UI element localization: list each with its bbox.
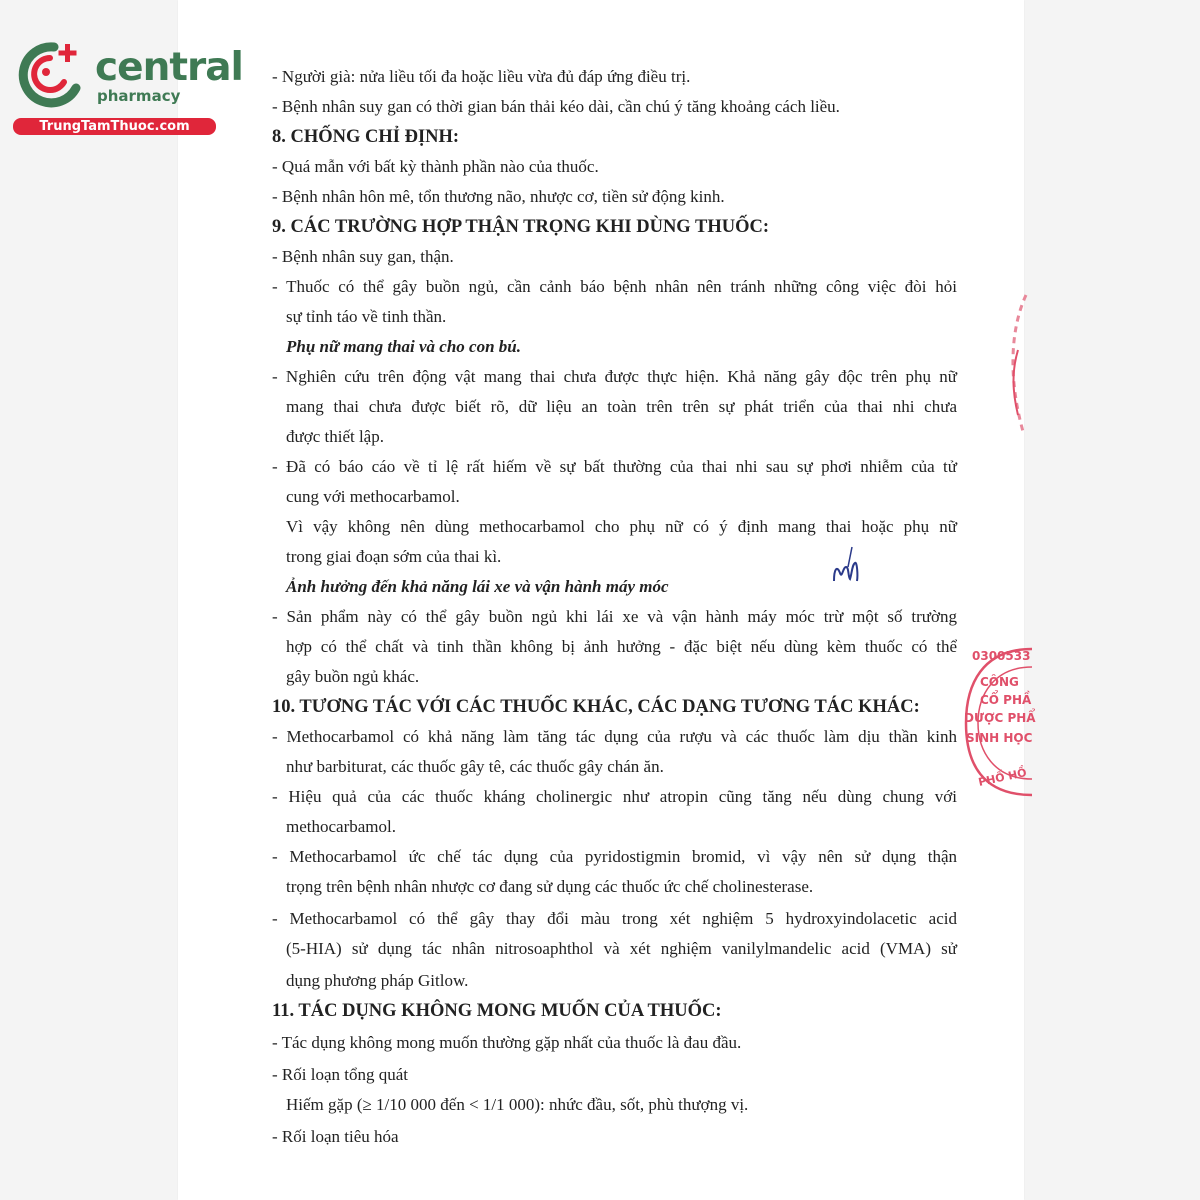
text-line: - Đã có báo cáo về tỉ lệ rất hiếm về sự bất thường của thai nhi sau sự phơi nhiễm của tử (272, 457, 957, 476)
seal-line: PHỐ HỒ (977, 766, 1028, 789)
text-line: trong giai đoạn sớm của thai kì. (286, 547, 502, 566)
text-line: mang thai chưa được biết rõ, dữ liệu an toàn trên trên sự phát triển của thai nhi chưa (286, 397, 957, 416)
text-line: - Methocarbamol có thể gây thay đổi màu trong xét nghiệm 5 hydroxyindolacetic acid (272, 909, 957, 928)
text-line: - Bệnh nhân suy gan, thận. (272, 247, 454, 266)
text-line: - Rối loạn tổng quát (272, 1065, 408, 1084)
text-line: - Thuốc có thể gây buồn ngủ, cần cảnh báo bệnh nhân nên tránh những công việc đòi hỏi (272, 277, 957, 296)
text-line: dụng phương pháp Gitlow. (286, 971, 469, 990)
logo-c-cross-icon (10, 38, 90, 108)
text-line: - Nghiên cứu trên động vật mang thai chưa được thực hiện. Khả năng gây độc trên phụ nữ (272, 367, 957, 386)
text-line: - Hiệu quả của các thuốc kháng cholinergic như atropin cũng tăng nếu dùng chung với (272, 787, 957, 806)
text-line: - Bệnh nhân suy gan có thời gian bán thải kéo dài, cần chú ý tăng khoảng cách liều. (272, 97, 840, 116)
text-line: gây buồn ngủ khác. (286, 667, 420, 686)
section-heading-8: 8. CHỐNG CHỈ ĐỊNH: (272, 127, 460, 147)
section-heading-9: 9. CÁC TRƯỜNG HỢP THẬN TRỌNG KHI DÙNG THUỐC: (272, 217, 769, 237)
subheading-driving: Ảnh hưởng đến khả năng lái xe và vận hành máy móc (286, 577, 669, 596)
section-heading-11: 11. TÁC DỤNG KHÔNG MONG MUỐN CỦA THUỐC: (272, 1001, 722, 1021)
text-line: - Tác dụng không mong muốn thường gặp nhất của thuốc là đau đầu. (272, 1033, 742, 1052)
handwritten-initial-signature (828, 545, 868, 593)
text-line: - Sản phẩm này có thể gây buồn ngủ khi lái xe và vận hành máy móc trừ một số trường (272, 607, 957, 626)
seal-line: SINH HỌC (966, 731, 1033, 745)
seal-line: CỔ PHẦ (980, 693, 1032, 707)
brand-name: central (95, 45, 243, 90)
text-line: hợp có thể chất và tinh thần không bị ảnh hưởng - đặc biệt nếu dùng kèm thuốc có thể (286, 637, 957, 656)
text-line: sự tỉnh táo về tinh thần. (286, 307, 447, 326)
text-line: - Rối loạn tiêu hóa (272, 1127, 399, 1146)
text-line: methocarbamol. (286, 817, 396, 836)
text-line: cung với methocarbamol. (286, 487, 460, 506)
text-line: - Bệnh nhân hôn mê, tổn thương não, nhược cơ, tiền sử động kinh. (272, 187, 725, 206)
seal-line: CÔNG (980, 675, 1019, 689)
text-line: được thiết lập. (286, 427, 384, 446)
text-line: - Người già: nửa liều tối đa hoặc liều vừa đủ đáp ứng điều trị. (272, 67, 691, 86)
seal-line: DƯỢC PHẨ (964, 711, 1036, 725)
text-line: trọng trên bệnh nhân nhược cơ đang sử dụng các thuốc ức chế cholinesterase. (286, 877, 814, 896)
central-pharmacy-logo (10, 38, 243, 138)
text-line: - Quá mẫn với bất kỳ thành phần nào của thuốc. (272, 157, 599, 176)
text-line: - Methocarbamol ức chế tác dụng của pyridostigmin bromid, vì vậy nên sử dụng thận (272, 847, 957, 866)
company-seal-stamp (962, 645, 1036, 800)
brand-banner: TrungTamThuoc.com (13, 118, 216, 135)
seal-number: 0300533 (972, 649, 1031, 663)
text-line: - Methocarbamol có khả năng làm tăng tác dụng của rượu và các thuốc làm dịu thần kinh (272, 727, 957, 746)
text-line: Hiếm gặp (≥ 1/10 000 đến < 1/1 000): nhức đầu, sốt, phù thượng vị. (286, 1095, 749, 1114)
brand-subtitle: pharmacy (97, 87, 181, 105)
subheading-pregnancy: Phụ nữ mang thai và cho con bú. (286, 337, 522, 356)
text-line: Vì vậy không nên dùng methocarbamol cho phụ nữ có ý định mang thai hoặc phụ nữ (286, 517, 957, 536)
text-line: (5-HIA) sử dụng tác nhân nitrosoaphthol và xét nghiệm vanilylmandelic acid (VMA) sử (286, 939, 957, 958)
partial-red-stamp-edge (1000, 290, 1030, 440)
text-line: như barbiturat, các thuốc gây tê, các thuốc gây chán ăn. (286, 757, 664, 776)
section-heading-10: 10. TƯƠNG TÁC VỚI CÁC THUỐC KHÁC, CÁC DẠNG TƯƠNG TÁC KHÁC: (272, 697, 920, 717)
